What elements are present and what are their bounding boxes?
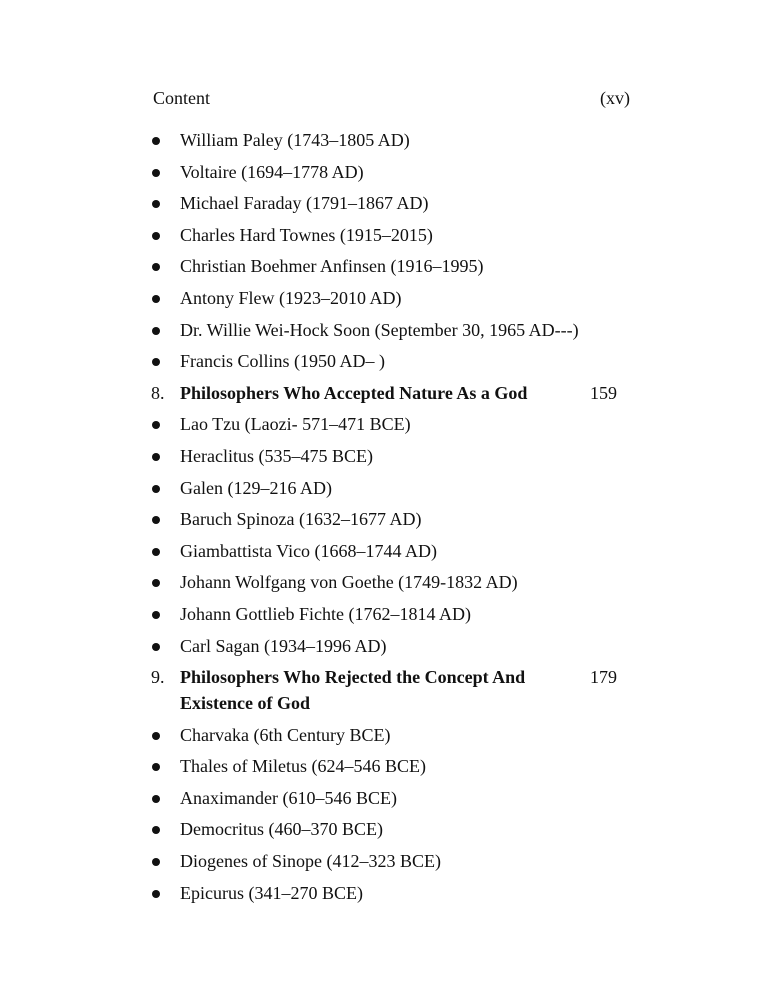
entry-text: Giambattista Vico (1668–1744 AD)	[180, 540, 438, 561]
entry-text: Democritus (460–370 BCE)	[180, 819, 383, 840]
bullet-icon	[152, 579, 160, 587]
bullet-icon	[152, 421, 160, 429]
toc-bullet-entry	[148, 190, 628, 216]
toc-bullet-entry	[148, 753, 628, 779]
bullet-icon	[152, 295, 160, 303]
bullet-icon	[152, 611, 160, 619]
bullet-icon	[152, 200, 160, 208]
header-title: Content	[153, 88, 210, 108]
toc-bullet-entry	[148, 222, 628, 248]
toc-bullet-entry	[148, 848, 628, 874]
toc-bullet-entry	[148, 816, 628, 842]
toc-bullet-entry	[148, 880, 628, 906]
chapter-page-number: 159	[590, 382, 617, 403]
header-page-number: (xv)	[600, 88, 630, 108]
toc-bullet-entry	[148, 348, 628, 374]
entry-text: Dr. Willie Wei-Hock Soon (September 30, 1965 AD---)	[180, 319, 579, 340]
toc-bullet-entry	[148, 633, 628, 659]
entry-text: Galen (129–216 AD)	[180, 477, 332, 498]
page-header	[153, 86, 630, 110]
toc-bullet-entry	[148, 253, 628, 279]
bullet-icon	[152, 890, 160, 898]
toc-bullet-entry	[148, 506, 628, 532]
toc-bullet-entry	[148, 411, 628, 437]
toc-bullet-entry	[148, 285, 628, 311]
bullet-icon	[152, 548, 160, 556]
bullet-icon	[152, 327, 160, 335]
entry-text: Carl Sagan (1934–1996 AD)	[180, 635, 387, 656]
bullet-icon	[152, 516, 160, 524]
toc-bullet-entry	[148, 475, 628, 501]
bullet-icon	[152, 232, 160, 240]
bullet-icon	[152, 763, 160, 771]
toc-bullet-entry	[148, 538, 628, 564]
entry-text: Thales of Miletus (624–546 BCE)	[180, 756, 426, 777]
toc-bullet-entry	[148, 443, 628, 469]
toc-bullet-entry	[148, 722, 628, 748]
entry-text: Lao Tzu (Laozi- 571–471 BCE)	[180, 414, 411, 435]
bullet-icon	[152, 643, 160, 651]
bullet-icon	[152, 358, 160, 366]
entry-text: Heraclitus (535–475 BCE)	[180, 445, 373, 466]
toc-chapter-entry	[148, 664, 628, 716]
bullet-icon	[152, 732, 160, 740]
entry-text: Voltaire (1694–1778 AD)	[180, 161, 364, 182]
toc-bullet-entry	[148, 785, 628, 811]
entry-text: William Paley (1743–1805 AD)	[180, 130, 410, 150]
bullet-icon	[152, 485, 160, 493]
entry-text: Christian Boehmer Anfinsen (1916–1995)	[180, 256, 484, 277]
entry-text: Epicurus (341–270 BCE)	[180, 882, 363, 903]
bullet-icon	[152, 263, 160, 271]
toc-bullet-entry	[148, 127, 628, 153]
chapter-number-text: 8.	[151, 382, 165, 403]
toc-chapter-entry	[148, 380, 628, 406]
entry-text: Johann Gottlieb Fichte (1762–1814 AD)	[180, 603, 471, 624]
toc-bullet-entry	[148, 159, 628, 185]
bullet-icon	[152, 795, 160, 803]
toc-bullet-entry	[148, 317, 628, 343]
table-of-contents	[148, 127, 628, 911]
entry-text: Baruch Spinoza (1632–1677 AD)	[180, 509, 422, 530]
bullet-icon	[152, 826, 160, 834]
bullet-icon	[152, 169, 160, 177]
entry-text: Johann Wolfgang von Goethe (1749-1832 AD)	[180, 572, 518, 593]
entry-text: Antony Flew (1923–2010 AD)	[180, 287, 402, 308]
entry-text: Michael Faraday (1791–1867 AD)	[180, 193, 429, 214]
entry-text: Diogenes of Sinope (412–323 BCE)	[180, 851, 441, 872]
bullet-icon	[152, 453, 160, 461]
chapter-page-number: 179	[590, 667, 617, 688]
chapter-title: Philosophers Who Rejected the Concept And Existence of God	[180, 667, 526, 714]
bullet-icon	[152, 858, 160, 866]
entry-text: Anaximander (610–546 BCE)	[180, 787, 397, 808]
entry-text: Charvaka (6th Century BCE)	[180, 724, 391, 745]
bullet-icon	[152, 137, 160, 145]
entry-text: Francis Collins (1950 AD– )	[180, 351, 385, 372]
chapter-title: Philosophers Who Accepted Nature As a God	[180, 382, 528, 403]
chapter-number-text: 9.	[151, 667, 165, 688]
toc-bullet-entry	[148, 569, 628, 595]
toc-bullet-entry	[148, 601, 628, 627]
entry-text: Charles Hard Townes (1915–2015)	[180, 224, 433, 245]
